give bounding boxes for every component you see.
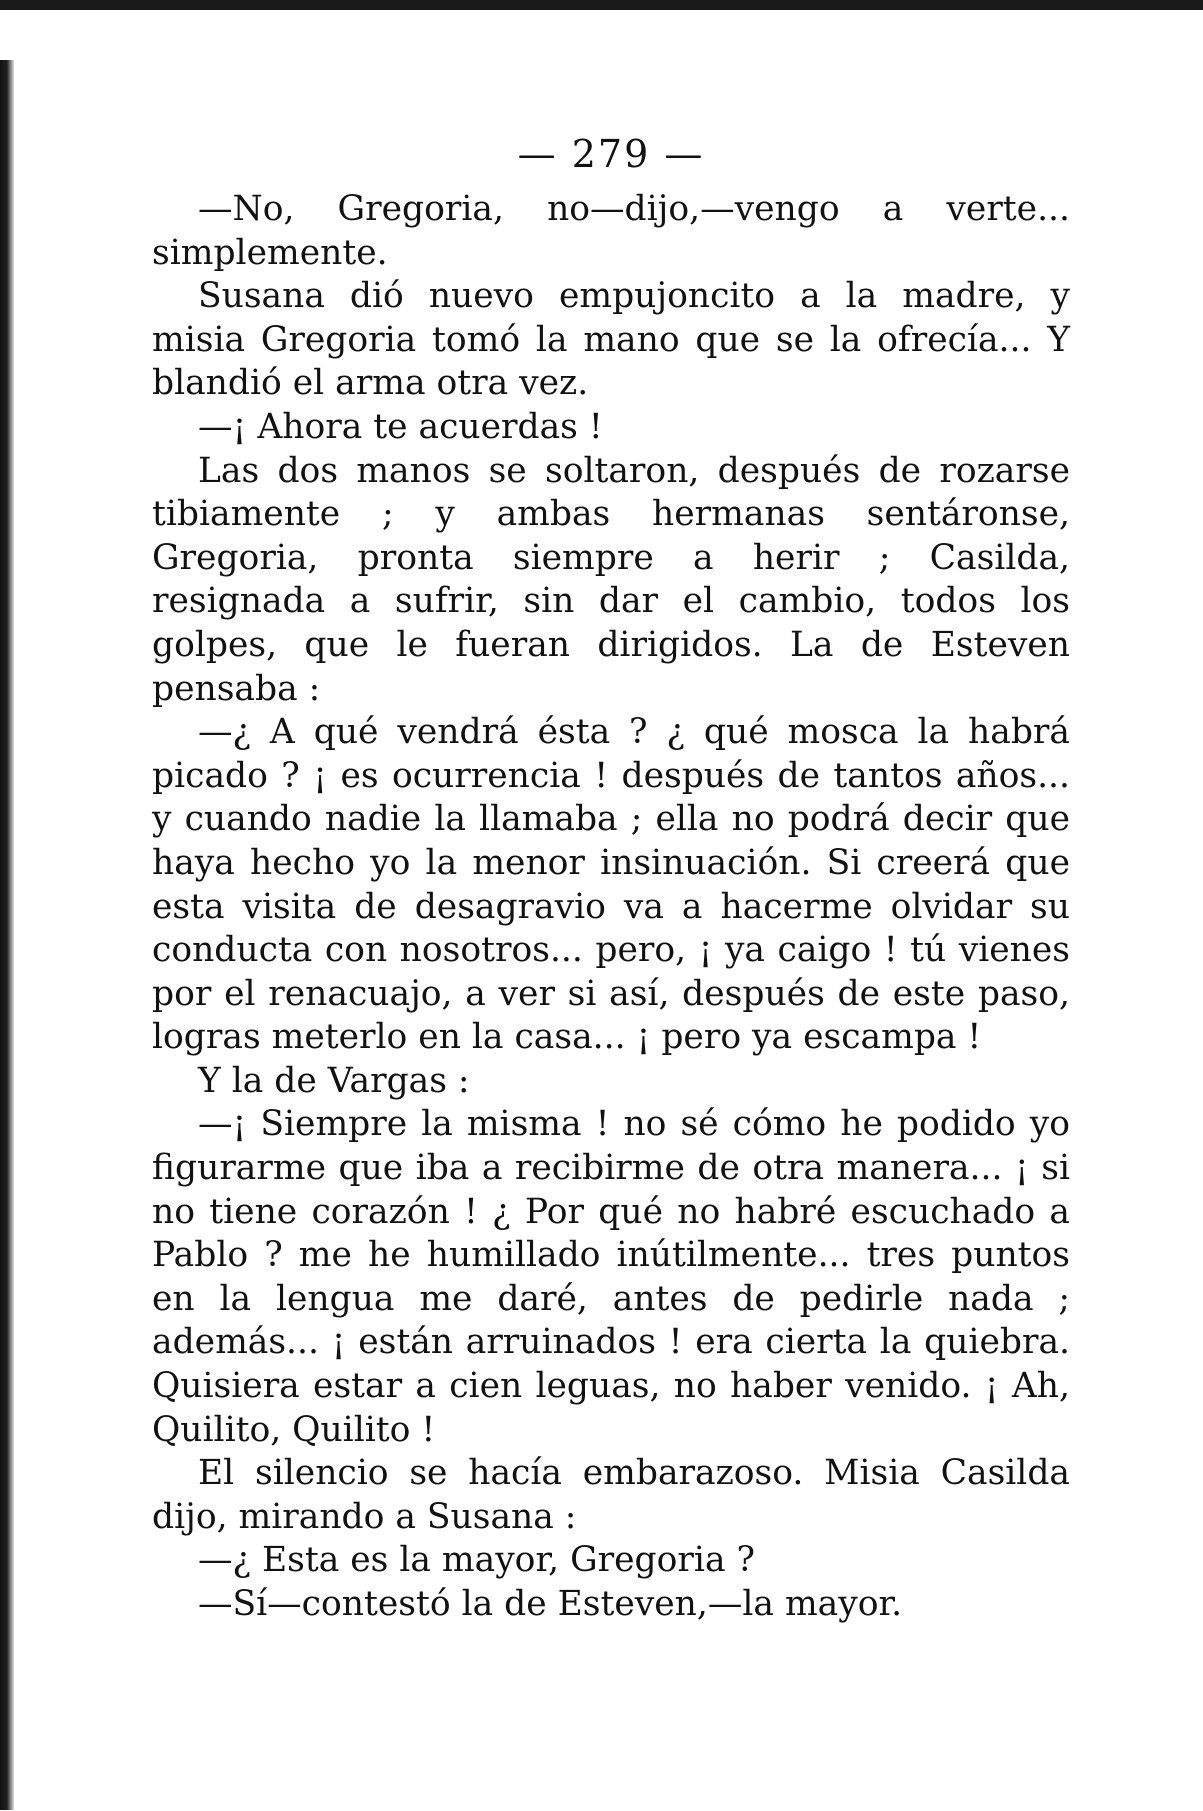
top-scan-border	[0, 0, 1203, 10]
paragraph: El silencio se hacía embarazoso. Misia Casilda dijo, mirando a Susana :	[152, 1453, 1070, 1537]
paragraph: —¿ A qué vendrá ésta ? ¿ qué mosca la habrá picado ? ¡ es ocurrencia ! después de tantos años... y cuando nadie la llamaba ; ella no podrá decir que haya hecho yo la menor insinuación. Si creerá que esta visita de desagravio va a hacerme olvidar su conducta con nosotros... pero, ¡ ya caigo ! tú vienes por el renacuajo, a ver si así, después de este paso, logras meterlo en la casa... ¡ pero ya escampa !	[152, 712, 1070, 1058]
paragraph: —¡ Siempre la misma ! no sé cómo he podido yo figurarme que iba a recibirme de otra manera... ¡ si no tiene corazón ! ¿ Por qué no habré escuchado a Pablo ? me he humillado inútilmente... tres puntos en la lengua me daré, antes de pedirle nada ; además... ¡ están arruinados ! era cierta la quiebra. Quisiera estar a cien leguas, no haber venido. ¡ Ah, Quilito, Quilito !	[152, 1104, 1070, 1450]
book-page	[152, 128, 1070, 1627]
paragraph: Las dos manos se soltaron, después de rozarse tibiamente ; y ambas hermanas sentáronse, Gregoria, pronta siempre a herir ; Casilda, resignada a sufrir, sin dar el cambio, todos los golpes, que le fueran dirigidos. La de Esteven pensaba :	[152, 450, 1070, 709]
page-number: — 279 —	[517, 132, 705, 176]
paragraph: —No, Gregoria, no—dijo,—vengo a verte... simplemente.	[152, 189, 1070, 273]
paragraph: —Sí—contestó la de Esteven,—la mayor.	[198, 1584, 903, 1624]
paragraph: Susana dió nuevo empujoncito a la madre, y misia Gregoria tomó la mano que se la ofrecía... Y blandió el arma otra vez.	[152, 276, 1070, 404]
paragraph: —¡ Ahora te acuerdas !	[198, 406, 603, 447]
paragraph: Y la de Vargas :	[198, 1060, 470, 1101]
page-body	[152, 188, 1070, 1627]
left-binding-shadow	[0, 60, 14, 1810]
paragraph: —¿ Esta es la mayor, Gregoria ?	[198, 1540, 755, 1581]
